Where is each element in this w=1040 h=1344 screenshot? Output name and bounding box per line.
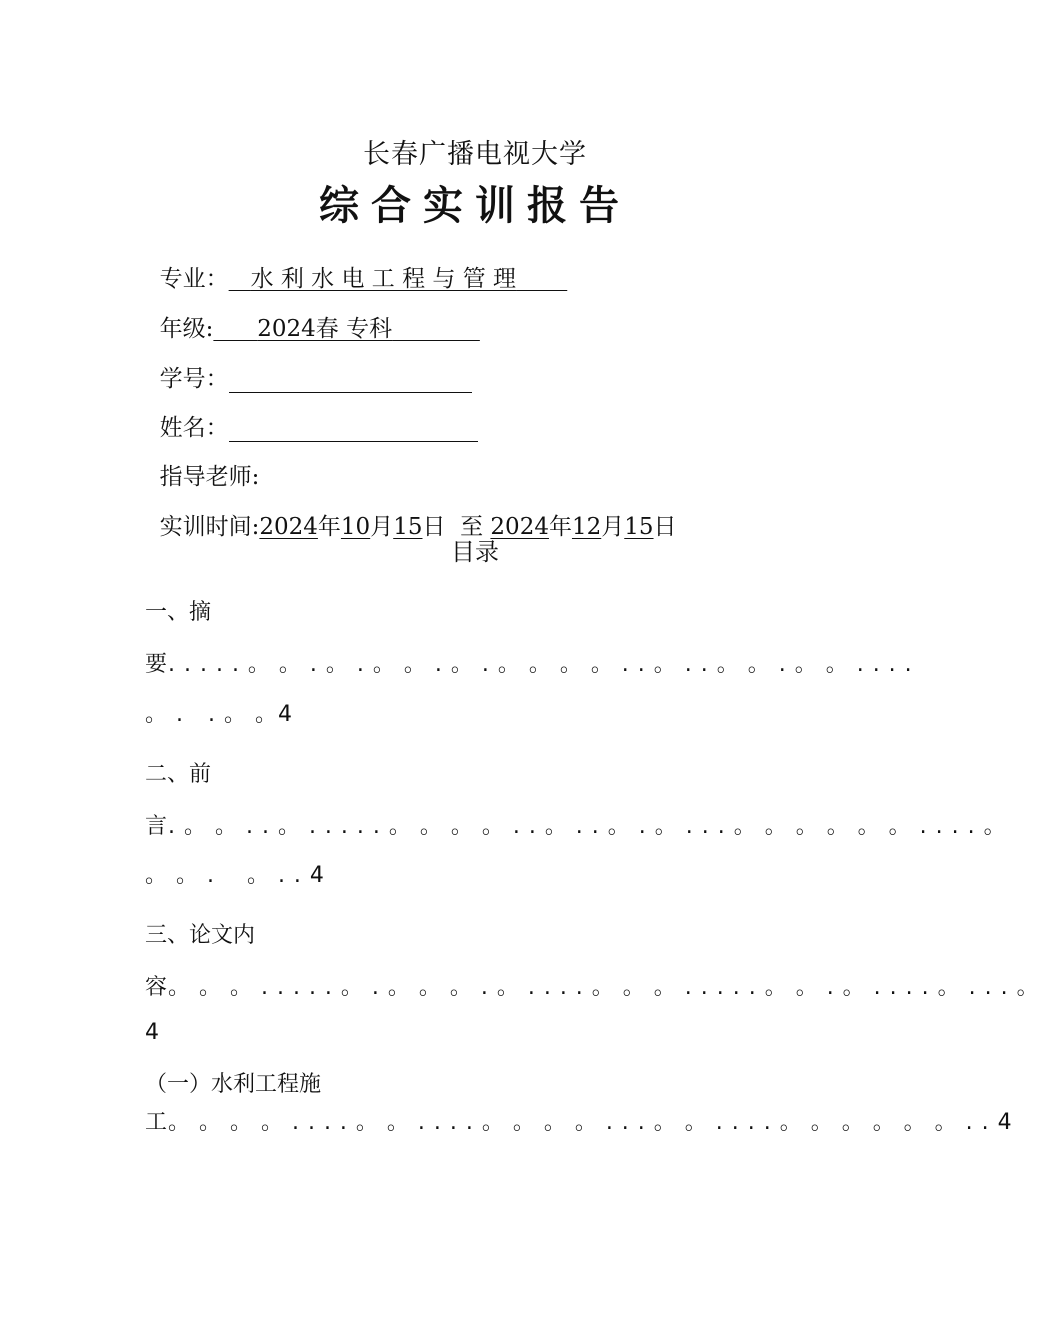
advisor-label: 指导老师: [159,464,260,490]
name-label: 姓名： [159,415,229,441]
name-blank [229,417,478,442]
end-day: 15 [624,514,654,540]
toc-heading: 一、摘 [145,600,212,625]
student-id-label: 学号： [159,366,229,392]
major-label: 专业： [159,266,229,292]
grade-label: 年级: [159,316,214,342]
grade-value: 2024春 专科 [257,316,393,342]
toc-entry-line[interactable]: 言. 。 。 . . 。 . . . . . 。 。 。 。 . . 。 . . 。 . 。 . . . 。 。 。 。 。 。 . . . . 。 [145,814,1007,839]
toc-entry-line[interactable]: 要. . . . . 。 。 . 。 . 。 。 . 。 . 。 。 。 。 . . 。 . . 。 。 . 。 。 . . . . [145,652,913,677]
period-label: 实训时间: [159,514,260,540]
toc-entry-line[interactable]: 。 . . 。 。4 [145,702,293,727]
report-title: 综合实训报告 [319,183,631,229]
start-day: 15 [393,514,423,540]
toc-entry-line[interactable]: 工。 。 。 。 . . . . 。 。 . . . . 。 。 。 。 . . . 。 。 . . . . 。 。 。 。 。 。 . . 4 [145,1110,1013,1135]
to-label: 至 [460,514,484,540]
end-month: 12 [571,514,602,540]
toc-entry-line[interactable]: 。 。 . 。 . . 4 [145,863,325,888]
toc-title: 目录 [451,538,499,566]
toc-entry-line[interactable]: 4 [145,1020,160,1045]
toc-heading: 二、前 [145,762,212,787]
toc-heading: （一）水利工程施 [145,1072,322,1097]
period-row: 实训时间:2024年10月15日 至 2024年12月15日 [159,514,677,540]
major-value: 水 利 水 电 工 程 与 管 理 [250,266,517,292]
start-month: 10 [340,514,371,540]
end-year: 2024 [490,514,549,540]
start-year: 2024 [259,514,318,540]
toc-heading: 三、论文内 [145,923,256,948]
toc-entry-line[interactable]: 容。 。 。 . . . . . 。 . 。 。 。 . 。 . . . . 。 。 。 . . . . . 。 。 . 。 . . . . 。 . . . 。 [145,975,1040,1000]
university-name: 长春广播电视大学 [363,139,587,170]
